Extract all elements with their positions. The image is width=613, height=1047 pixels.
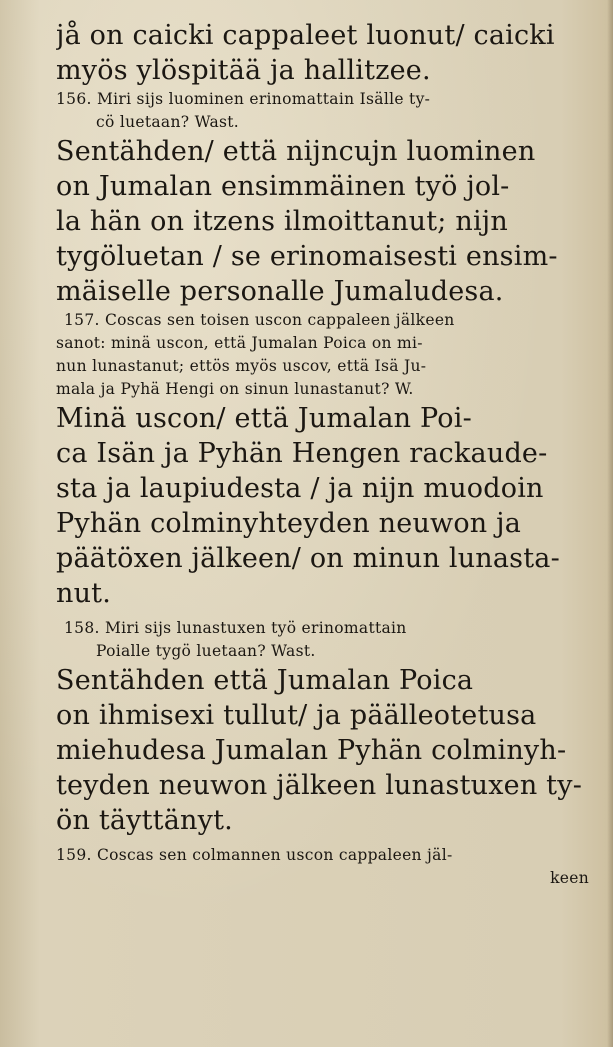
- text-line: nun lunastanut; ettös myös uscov, että Isä Ju-: [56, 357, 427, 375]
- text-line: ca Isän ja Pyhän Hengen rackaude-: [56, 438, 548, 469]
- text-line: miehudesa Jumalan Pyhän colminyh-: [56, 735, 567, 766]
- page-edge-shadow: [607, 0, 613, 1047]
- text-line: mala ja Pyhä Hengi on sinun lunastanut? W.: [56, 380, 414, 398]
- text-line: 159. Coscas sen colmannen uscon cappaleen jäl-: [56, 846, 453, 864]
- text-line: ön täyttänyt.: [56, 805, 233, 836]
- answer-block: [56, 134, 597, 309]
- text-line: jå on caicki cappaleet luonut/ caicki: [56, 20, 555, 51]
- text-line: tygöluetan / se erinomaisesti ensim-: [56, 241, 558, 272]
- text-line: on ihmisexi tullut/ ja päälleotetusa: [56, 700, 537, 731]
- text-line: Poialle tygö luetaan? Wast.: [96, 642, 316, 660]
- text-line: Pyhän colminyhteyden neuwon ja: [56, 508, 522, 539]
- question-block: [56, 309, 597, 401]
- text-line: 158. Miri sijs lunastuxen työ erinomattain: [64, 619, 407, 637]
- answer-block: [56, 401, 597, 611]
- text-line: 156. Miri sijs luominen erinomattain Isälle ty-: [56, 90, 431, 108]
- text-line: on Jumalan ensimmäinen työ jol-: [56, 171, 510, 202]
- question-block: [56, 88, 597, 134]
- text-line: cö luetaan? Wast.: [96, 113, 240, 131]
- text-line: la hän on itzens ilmoittanut; nijn: [56, 206, 508, 237]
- question-block: [56, 844, 597, 890]
- text-line: 157. Coscas sen toisen uscon cappaleen jälkeen: [64, 311, 455, 329]
- text-line: teyden neuwon jälkeen lunastuxen ty-: [56, 770, 583, 801]
- catchword: keen: [550, 869, 589, 887]
- text-line: päätöxen jälkeen/ on minun lunasta-: [56, 543, 560, 574]
- text-line: Sentähden että Jumalan Poica: [56, 665, 474, 696]
- text-line: nut.: [56, 578, 112, 609]
- answer-block: [56, 663, 597, 838]
- answer-block: [56, 18, 597, 88]
- text-line: sta ja laupiudesta / ja nijn muodoin: [56, 473, 544, 504]
- question-block: [56, 617, 597, 663]
- text-line: Minä uscon/ että Jumalan Poi-: [56, 403, 472, 434]
- text-line: mäiselle personalle Jumaludesa.: [56, 276, 504, 307]
- text-line: sanot: minä uscon, että Jumalan Poica on mi-: [56, 334, 423, 352]
- text-line: Sentähden/ että nijncujn luominen: [56, 136, 536, 167]
- text-line: myös ylöspitää ja hallitzee.: [56, 55, 431, 86]
